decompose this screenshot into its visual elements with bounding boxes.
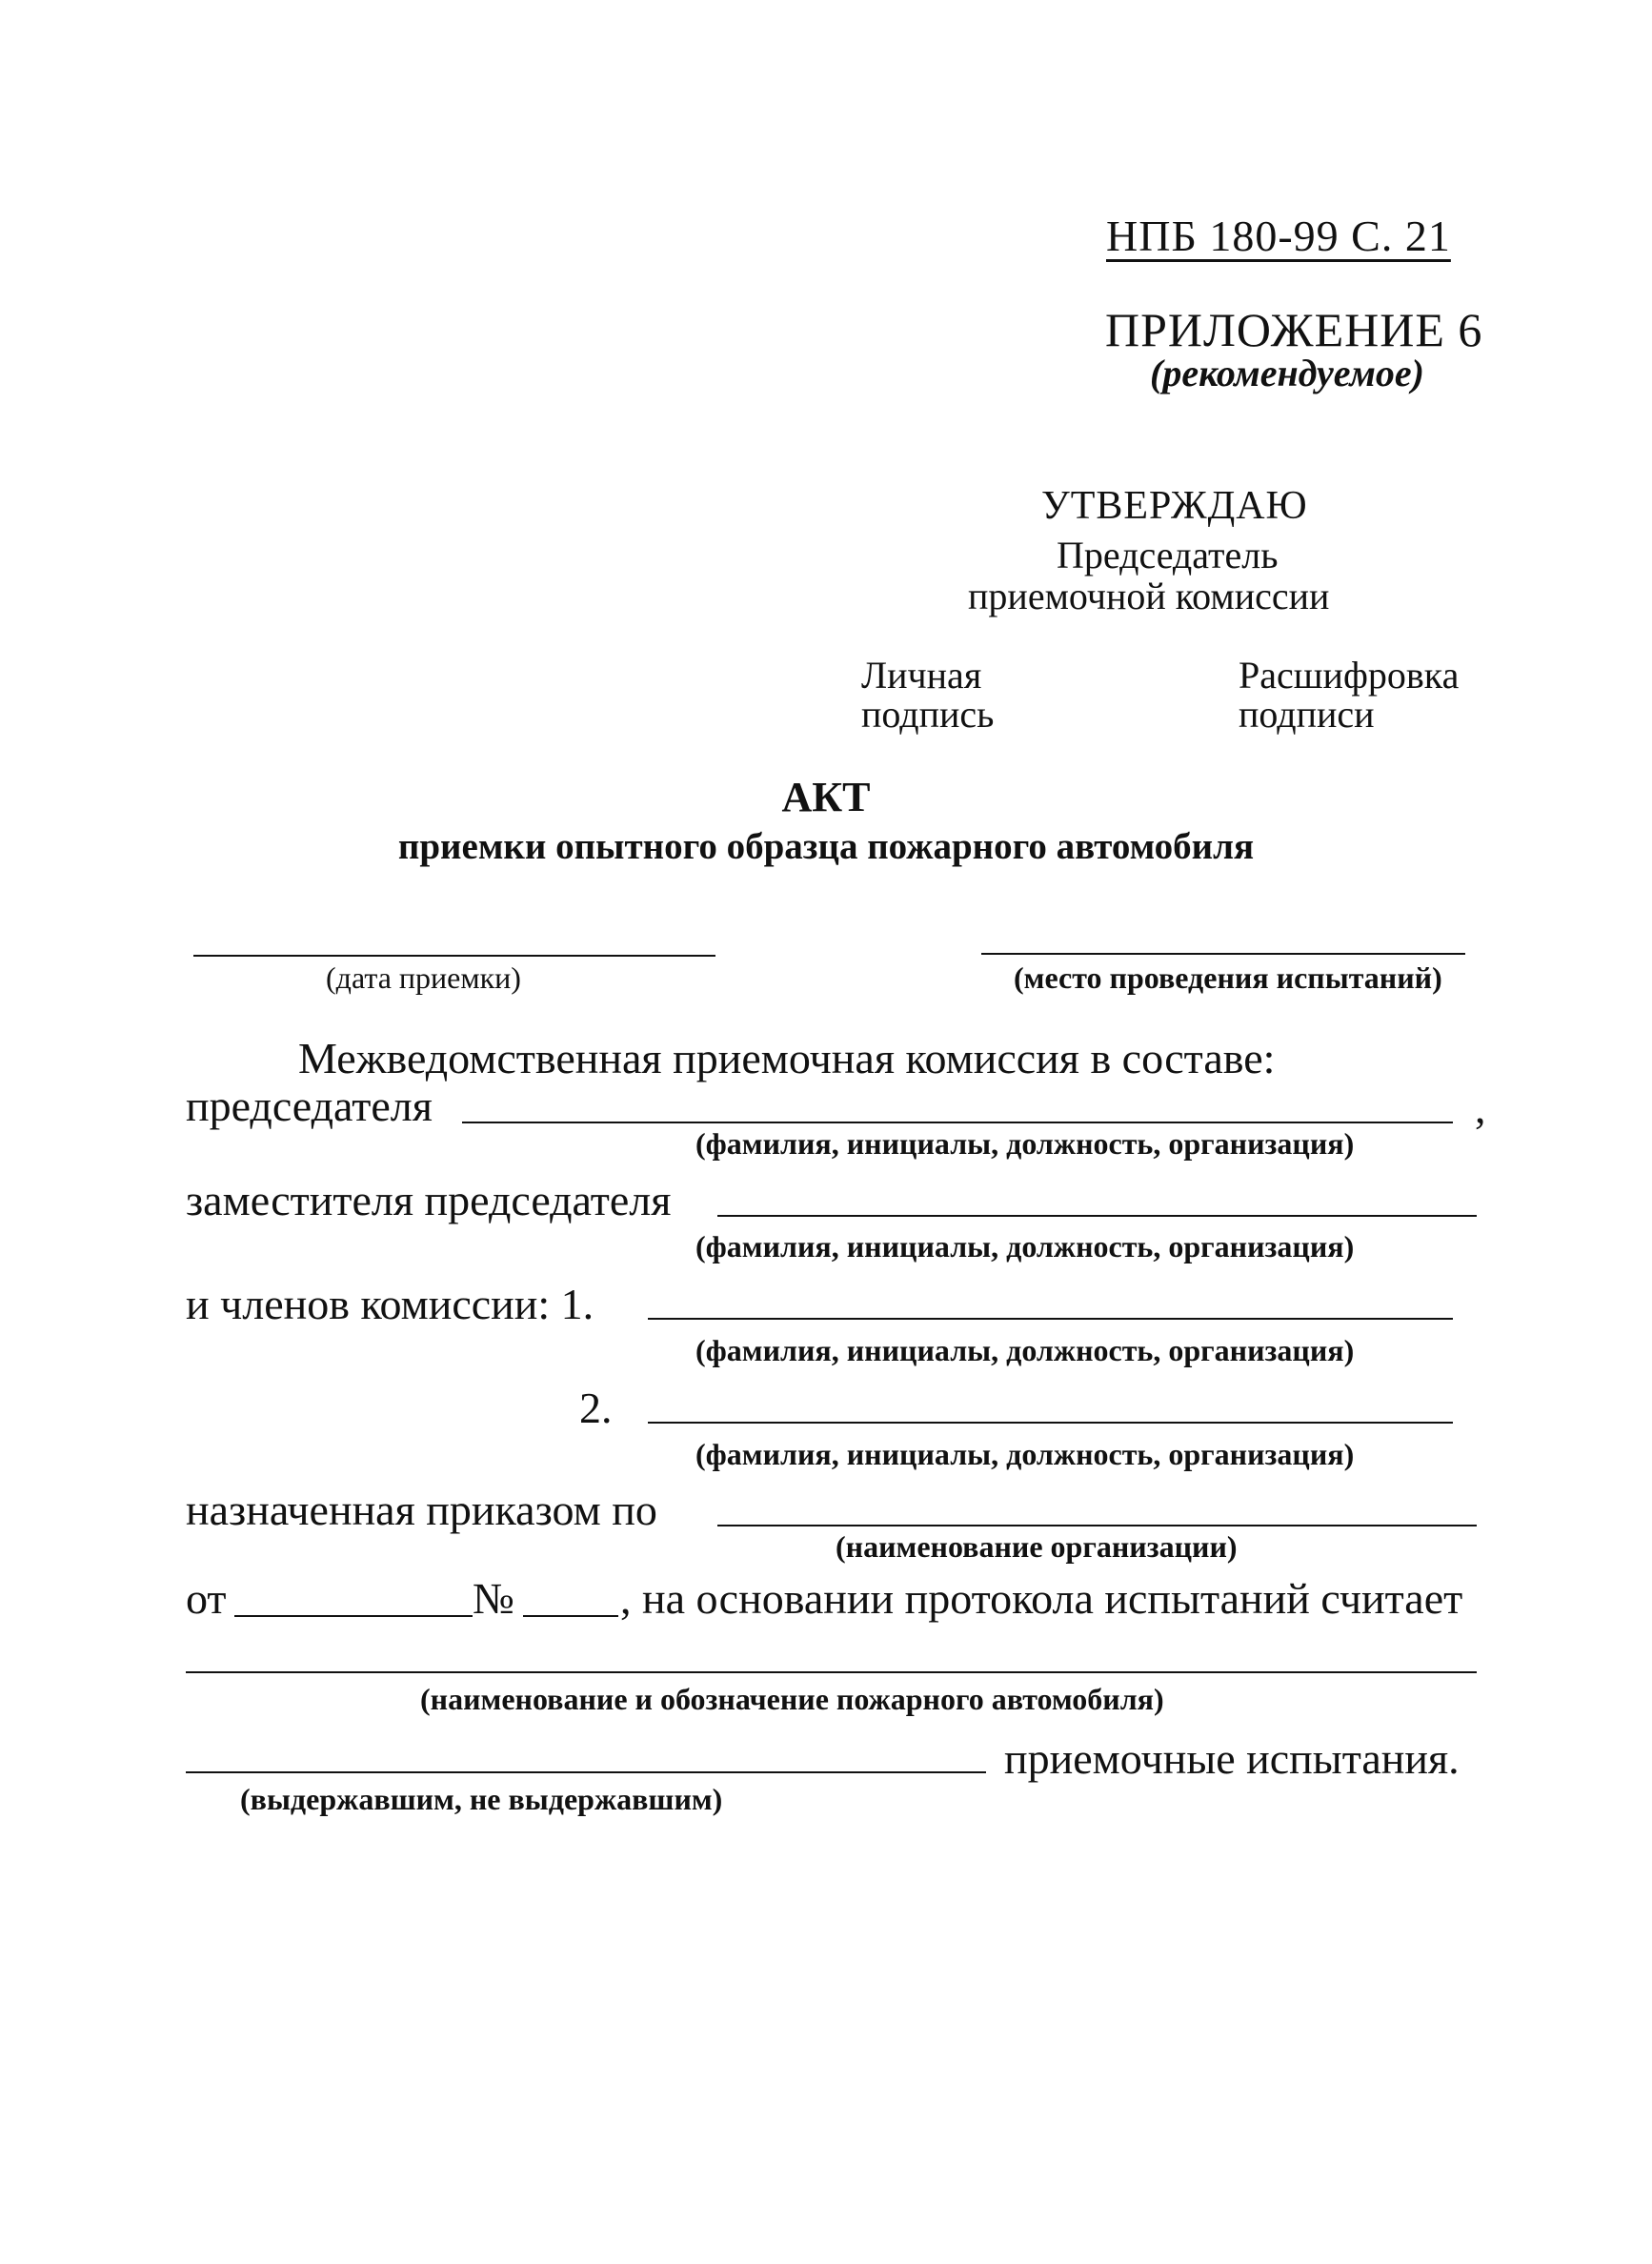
- act-subtitle: приемки опытного образца пожарного автомобиля: [397, 826, 1255, 867]
- tests-text: приемочные испытания.: [1004, 1734, 1460, 1783]
- basis-text: , на основании протокола испытаний считает: [620, 1574, 1463, 1623]
- deputy-blank-line: [717, 1215, 1477, 1217]
- vehicle-blank-line: [186, 1671, 1477, 1673]
- member1-caption: (фамилия, инициалы, должность, организация): [695, 1333, 1355, 1367]
- appendix-title: ПРИЛОЖЕНИЕ 6: [1105, 303, 1483, 356]
- signature-decode-label-line2: подписи: [1239, 693, 1375, 736]
- member2-caption: (фамилия, инициалы, должность, организация): [695, 1437, 1355, 1471]
- order-date-blank-line: [234, 1615, 473, 1617]
- chairman-blank-line: [462, 1122, 1453, 1123]
- order-date-label: от: [186, 1574, 227, 1623]
- order-number-sign: №: [473, 1574, 514, 1623]
- signature-label-line1: Личная: [861, 654, 982, 697]
- member1-blank-line: [648, 1318, 1453, 1320]
- signature-label-line2: подпись: [861, 693, 995, 736]
- chairman-label: председателя: [186, 1081, 433, 1130]
- place-caption: (место проведения испытаний): [1014, 960, 1442, 995]
- deputy-label: заместителя председателя: [186, 1176, 672, 1224]
- result-caption: (выдержавшим, не выдержавшим): [240, 1782, 723, 1816]
- result-blank-line: [186, 1771, 986, 1773]
- approval-heading: УТВЕРЖДАЮ: [1041, 484, 1308, 528]
- organization-caption: (наименование организации): [836, 1529, 1238, 1564]
- appendix-status: (рекомендуемое): [1150, 352, 1424, 394]
- vehicle-caption: (наименование и обозначение пожарного автомобиля): [420, 1682, 1164, 1716]
- document-reference: НПБ 180-99 С. 21: [1106, 212, 1451, 260]
- chairman-comma: ,: [1475, 1083, 1486, 1132]
- date-caption: (дата приемки): [326, 960, 521, 995]
- signature-decode-label-line1: Расшифровка: [1239, 654, 1460, 697]
- deputy-caption: (фамилия, инициалы, должность, организация): [695, 1229, 1355, 1263]
- approver-role-line2: приемочной комиссии: [968, 575, 1330, 617]
- order-number-blank-line: [523, 1615, 618, 1617]
- chairman-caption: (фамилия, инициалы, должность, организация): [695, 1126, 1355, 1161]
- appointed-label: назначенная приказом по: [186, 1486, 657, 1534]
- member1-label: и членов комиссии: 1.: [186, 1280, 594, 1328]
- date-blank-line: [193, 955, 715, 957]
- organization-blank-line: [717, 1525, 1477, 1526]
- approver-role-line1: Председатель: [1057, 534, 1279, 576]
- place-blank-line: [981, 953, 1465, 955]
- member2-blank-line: [648, 1422, 1453, 1424]
- act-title: АКТ: [781, 774, 871, 820]
- member2-label: 2.: [579, 1384, 613, 1432]
- commission-intro: Межведомственная приемочная комиссия в составе:: [298, 1034, 1276, 1082]
